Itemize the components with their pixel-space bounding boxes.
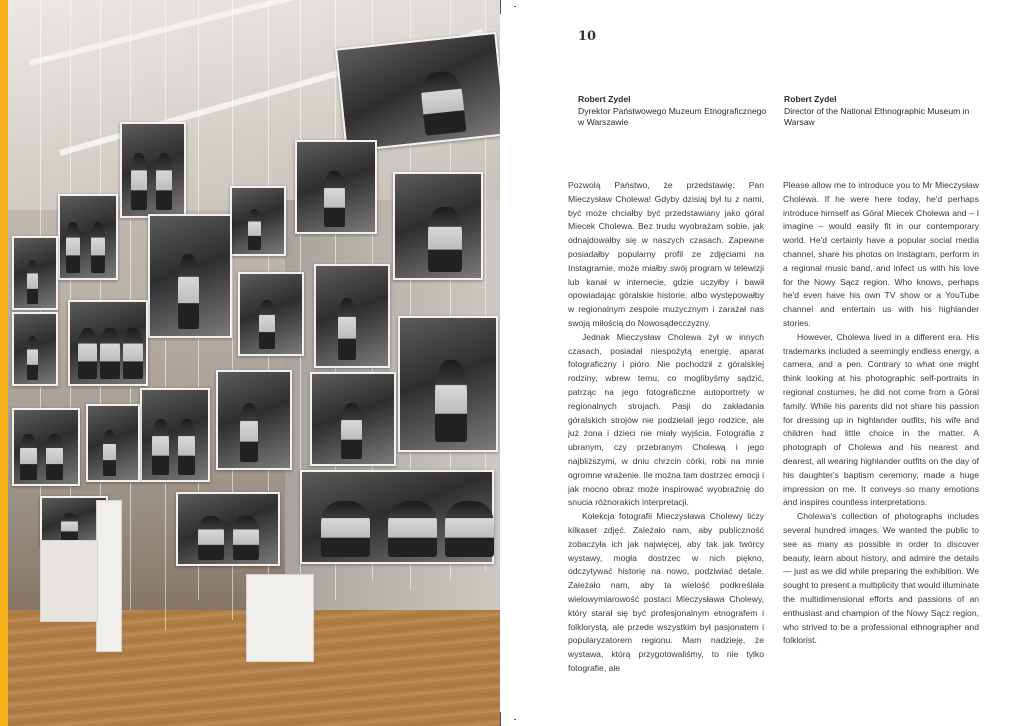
author-block-polish	[578, 94, 768, 129]
display-pedestal	[96, 500, 122, 652]
paragraph: However, Cholewa lived in a different era. His trademarks included a seemingly endless energy, a camera, and a pen. Contrary to what one might think looking at his photographic self-portraits in regional costumes, he did not come from a Góral family. While his parents did not share his passion for dressing up in highlander outfits, his wife and children had little choice in the matter. A photograph of Cholewa and his nearest and dearest, all wearing highlander outfits on the day of his daughter's baptism ceremony, made a huge impression on me. It conveys so many emotions and inspires countless interpretations.	[783, 331, 979, 508]
paragraph: Pozwolą Państwo, że przedstawię: Pan Mieczysław Cholewa! Gdyby dzisiaj był tu z nami, być może chciałby być przedstawiany jako góral Miecek Cholewa. Bez trudu wyobrażam sobie, jak odnajdowałby się w naszych czasach. Zapewne posiadałby popularny profil ze zdjęciami na Instagramie, może miałby swój program w telewizji lub kanał w internecie, gdzie uczyłby i bawił opowiadając góralskie historie, albo występowałby w regionalnym zespole muzycznym i zarażał nas swoją miłością do Nowosądecczyzny.	[568, 180, 764, 328]
hanging-photograph	[295, 140, 377, 234]
paragraph: Please allow me to introduce you to Mr Mieczysław Cholewa. If he were here today, he'd perhaps introduce himself as Góral Miecek Cholewa and – I imagine – would easily fit in our contemporary world. He'd certainly have a popular social media channel, share his photos on Instagram, perform in a regional music band, and infect us with his love for the Nowy Sącz region. Who knows, perhaps he'd even have his own TV show or a YouTube channel and entertain us with his highlander stories.	[783, 180, 979, 328]
hanging-photograph	[238, 272, 304, 356]
hanging-photograph	[58, 194, 118, 280]
author-block-english	[784, 94, 974, 129]
hanging-photograph	[335, 32, 500, 152]
page-number: 10	[578, 29, 597, 44]
hanging-photograph	[216, 370, 292, 470]
hanging-photograph	[300, 470, 494, 564]
hanging-photograph	[310, 372, 396, 466]
hanging-photograph	[314, 264, 390, 368]
hanging-photograph	[140, 388, 210, 482]
hanging-photograph	[398, 316, 498, 452]
hanging-photograph	[86, 404, 140, 482]
text-column-polish	[568, 179, 764, 676]
hanging-photograph	[393, 172, 483, 280]
hanging-photograph	[176, 492, 280, 566]
hanging-photograph	[12, 312, 58, 386]
author-name: Robert Zydel	[578, 94, 631, 104]
hanging-photograph	[120, 122, 186, 218]
author-title: Dyrektor Państwowego Muzeum Etnograficznego w Warszawie	[578, 105, 767, 128]
crop-mark	[500, 0, 501, 14]
crop-mark	[500, 712, 501, 726]
hanging-photograph	[12, 408, 80, 486]
paragraph: Kolekcja fotografii Mieczysława Cholewy liczy kilkaset zdjęć. Zależało nam, aby publiczność zobaczyła ich jak najwięcej, aby tak jak twórcy wystawy, mogła dostrzec w nich piękno, odczytywać historię na nowo, podziwiać detale. Zależało nam, aby ta wielość podkreślała wielowymiarowość postaci Mieczysława Cholewy, który starał się być profesjonalnym etnografem i folklorystą, ale przede wszystkim był pasjonatem i popularyzatorem regionu. Mam nadzieję, że wystawa, którą przygotowaliśmy, to nie tylko fotografie, ale	[568, 511, 764, 673]
accent-edge	[0, 0, 8, 726]
text-column-english	[783, 179, 979, 648]
hanging-photograph	[68, 300, 148, 386]
author-name: Robert Zydel	[784, 94, 837, 104]
hanging-photograph	[230, 186, 286, 256]
hanging-photograph	[148, 214, 232, 338]
hanging-photograph	[12, 236, 58, 310]
paragraph: Cholewa's collection of photographs includes several hundred images. We wanted the public to see as many as possible in order to discover beauty, learn about history, and admire the details — just as we did while preparing the exhibition. We sought to present a multiplicity that would illuminate the multidimensional efforts and passions of an enthusiast and champion of the Nowy Sącz region, who strived to be a professional ethnographer and folklorist.	[783, 511, 979, 646]
info-panel	[40, 540, 98, 622]
paragraph: Jednak Mieczysław Cholewa żył w innych czasach, posiadał niespożytą energię, aparat fotograficzny i pióro. Nie pochodził z góralskiej rodziny, wbrew temu, co moglibyśmy sądzić, patrząc na jego fotograficzne autoportrety w regionalnych strojach. Pasji do zakładania góralskich strojów nie podzielali jego rodzice, ale już żona i dzieci nie miały wyjścia. Fotografia z ubranym, czy przebranym Cholewą i jego najbliższymi, w dniu chrzcin córki, robi na mnie ogromne wrażenie. Ile można tam dostrzec emocji i jak mocno obraz może inspirować wyobraźnię do snucia różnorakich interpretacji.	[568, 331, 764, 508]
display-pedestal	[246, 574, 314, 662]
exhibition-photo	[0, 0, 500, 726]
author-title: Director of the National Ethnographic Museum in Warsaw	[784, 105, 970, 128]
